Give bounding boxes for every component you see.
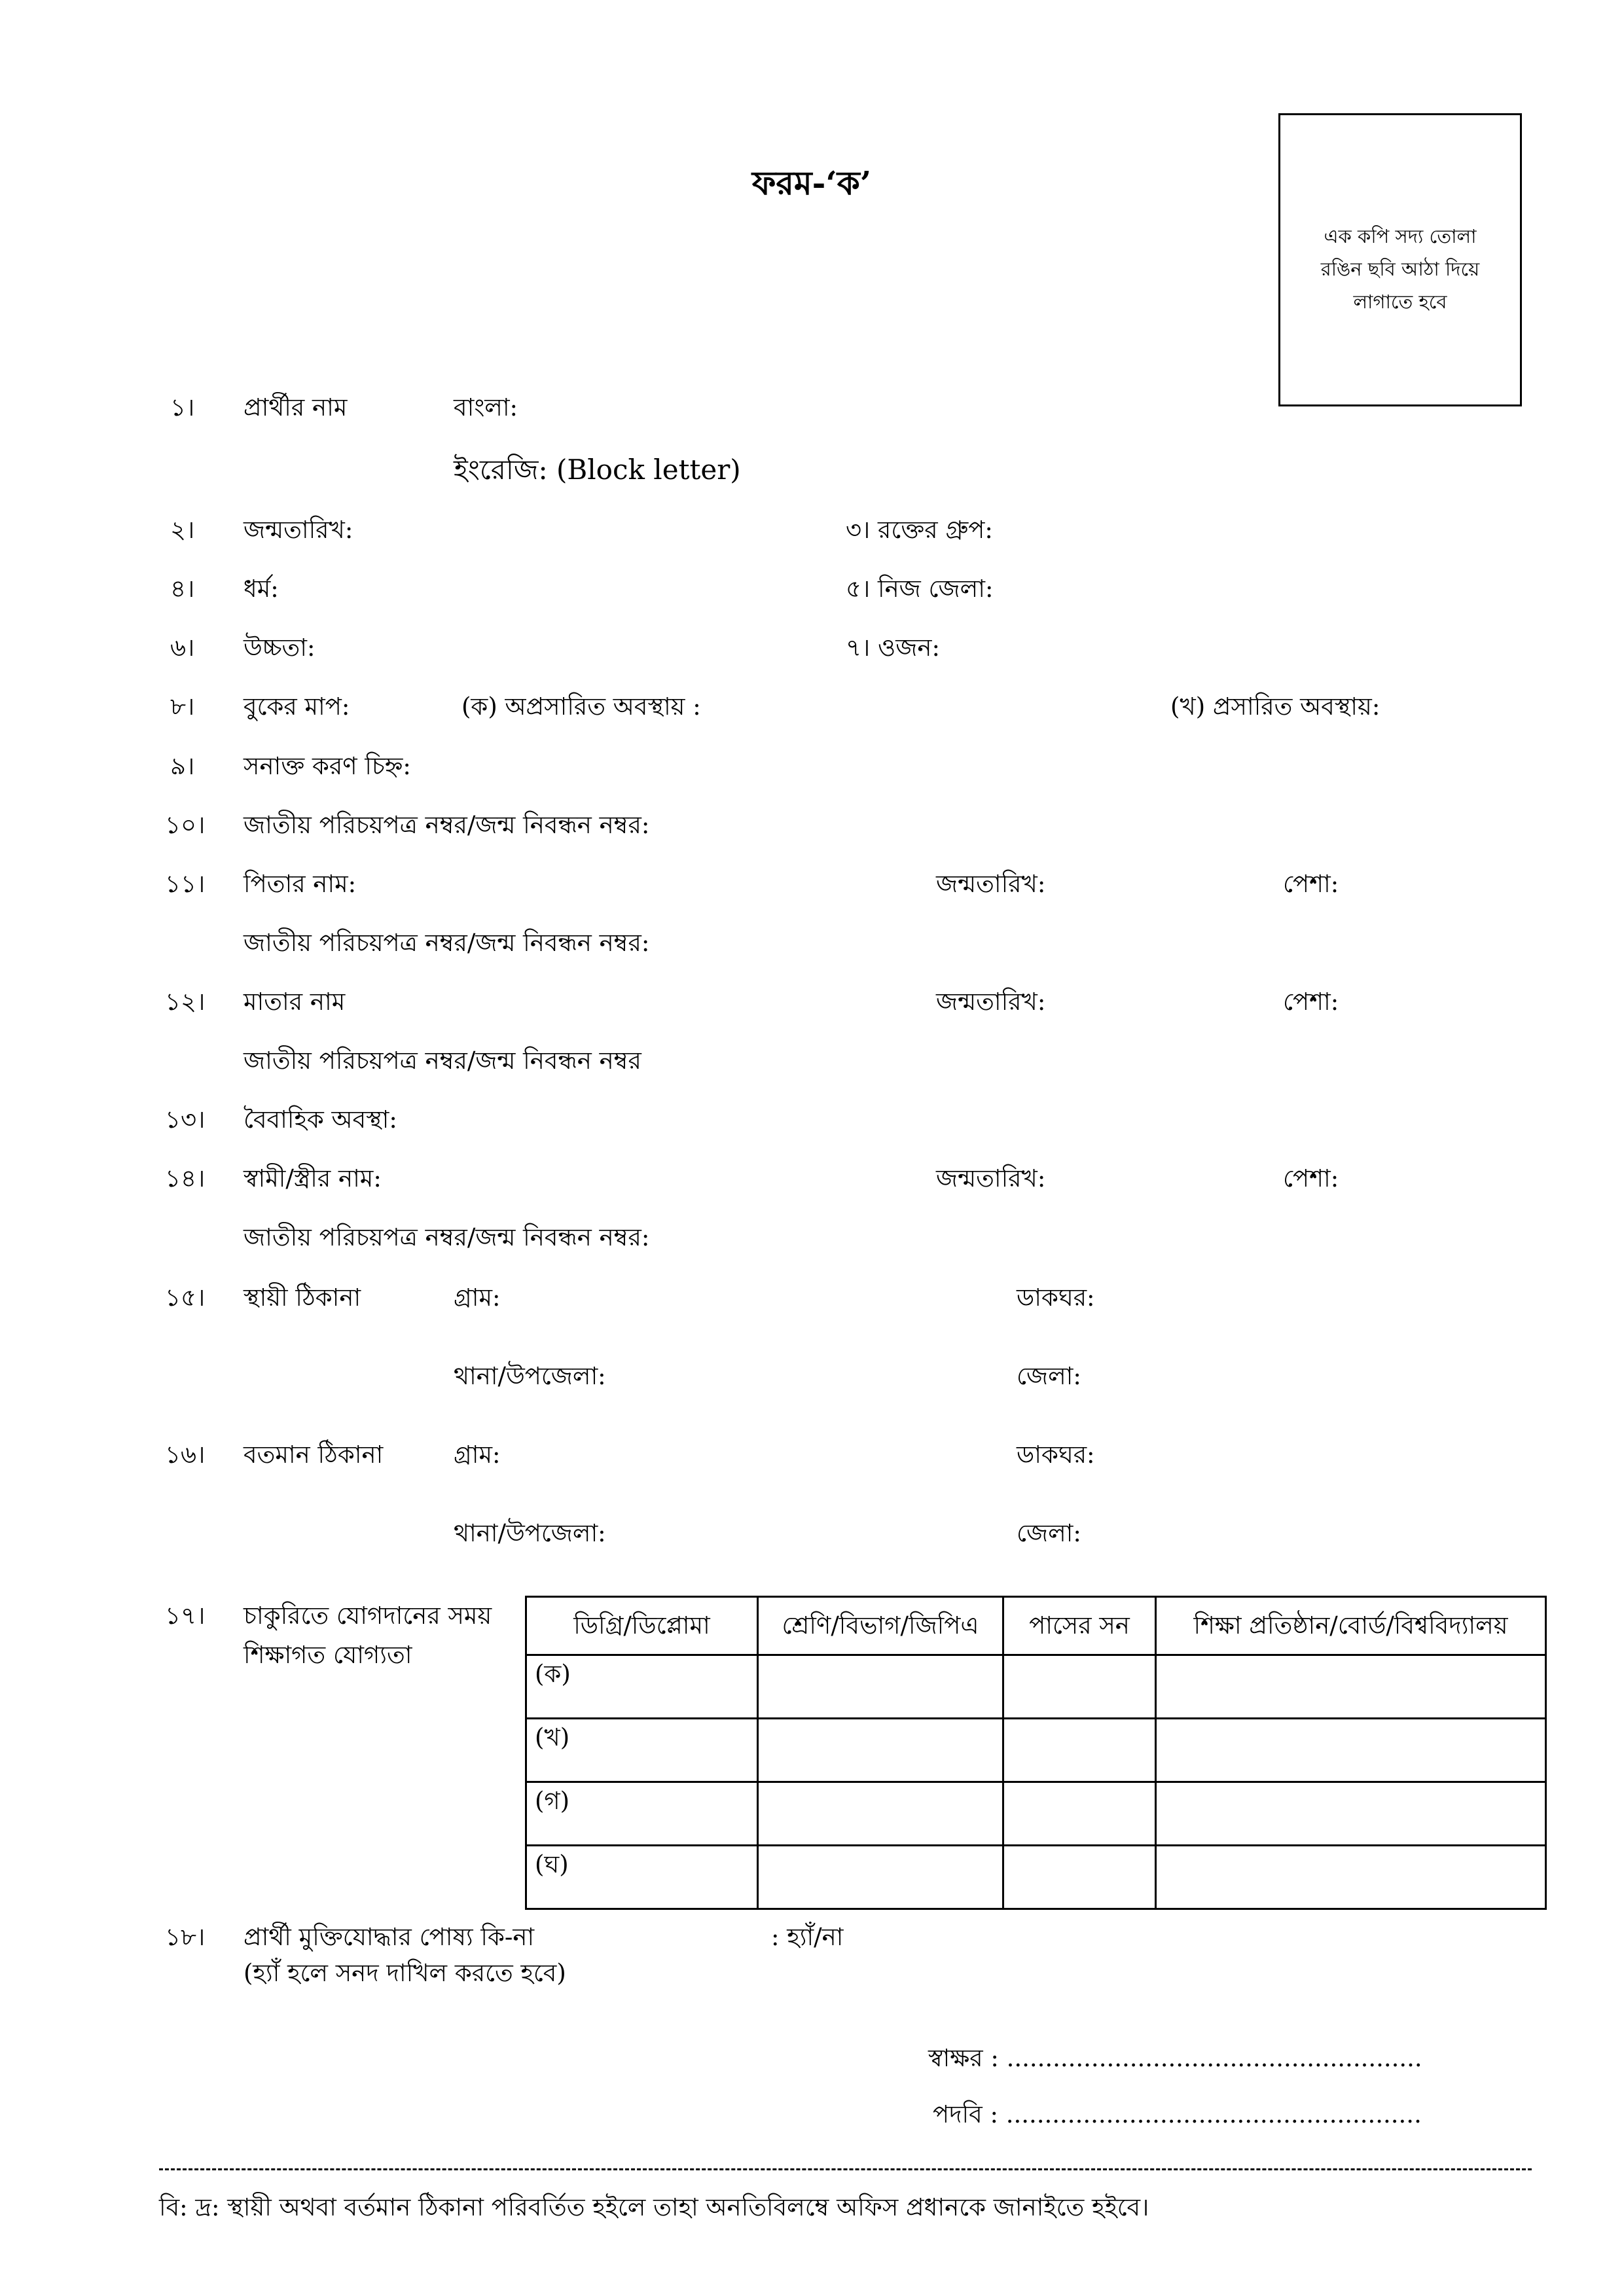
table-row xyxy=(526,1655,1546,1719)
row-number: ১৭। xyxy=(165,1602,206,1630)
spouse-name-label: স্বামী/স্ত্রীর নাম: xyxy=(244,1164,382,1193)
religion-label: ধর্ম: xyxy=(244,575,279,603)
name-english-field: ইংরেজি: (Block letter) xyxy=(454,454,741,486)
photo-instruction: এক কপি সদ্য তোলা রঙিন ছবি আঠা দিয়ে লাগাতে হবে xyxy=(1320,225,1480,313)
row-number: ২। xyxy=(170,516,195,544)
row-number: ১২। xyxy=(165,988,206,1016)
weight-label: ৭। ওজন: xyxy=(846,634,940,662)
row-number: ৬। xyxy=(170,634,195,662)
table-cell[interactable] xyxy=(758,1782,1003,1846)
father-nid-label: জাতীয় পরিচয়পত্র নম্বর/জন্ম নিবন্ধন নম্বর: xyxy=(244,929,650,957)
mother-occupation-label: পেশা: xyxy=(1283,988,1339,1016)
header-degree: ডিগ্রি/ডিপ্লোমা xyxy=(526,1597,758,1655)
table-cell[interactable] xyxy=(758,1655,1003,1719)
row-number: ১। xyxy=(170,393,195,422)
spouse-occupation-label: পেশা: xyxy=(1283,1164,1339,1193)
row-number: ১৪। xyxy=(165,1164,206,1193)
permanent-village-label: গ্রাম: xyxy=(454,1283,501,1312)
table-cell[interactable] xyxy=(1156,1719,1546,1782)
spouse-dob-label: জন্মতারিখ: xyxy=(936,1164,1046,1193)
present-district-label: জেলা: xyxy=(1017,1519,1081,1547)
table-row xyxy=(526,1782,1546,1846)
table-cell[interactable] xyxy=(1003,1719,1156,1782)
row-number: ৪। xyxy=(170,575,195,603)
table-cell[interactable] xyxy=(1003,1846,1156,1909)
dob-label: জন্মতারিখ: xyxy=(244,516,353,544)
table-cell[interactable] xyxy=(1156,1655,1546,1719)
row-number: ১৬। xyxy=(165,1441,206,1469)
designation-line: পদবি : ...................................................... xyxy=(933,2100,1422,2128)
mother-nid-label: জাতীয় পরিচয়পত্র নম্বর/জন্ম নিবন্ধন নম্বর xyxy=(244,1047,641,1075)
table-row xyxy=(526,1846,1546,1909)
identification-mark-label: সনাক্ত করণ চিহ্ন: xyxy=(244,752,411,780)
row-number: ১১। xyxy=(165,870,206,898)
present-village-label: গ্রাম: xyxy=(454,1441,501,1469)
education-table xyxy=(525,1596,1547,1910)
marital-status-label: বৈবাহিক অবস্থা: xyxy=(244,1105,397,1134)
footnote: বি: দ্র: স্থায়ী অথবা বর্তমান ঠিকানা পরিবর্তিত হইলে তাহা অনতিবিলম্বে অফিস প্রধানকে জানাইতে হইবে। xyxy=(159,2193,1149,2221)
table-cell[interactable] xyxy=(1003,1655,1156,1719)
chest-unexpanded-label: (ক) অপ্রসারিত অবস্থায় : xyxy=(461,692,701,721)
present-post-office-label: ডাকঘর: xyxy=(1017,1441,1095,1469)
permanent-address-label: স্থায়ী ঠিকানা xyxy=(244,1283,361,1312)
table-row xyxy=(526,1719,1546,1782)
freedom-fighter-label: প্রার্থী মুক্তিযোদ্ধার পোষ্য কি-না xyxy=(244,1923,535,1951)
form-title: ফরম-‘ক’ xyxy=(751,164,872,202)
chest-expanded-label: (খ) প্রসারিত অবস্থায়: xyxy=(1170,692,1380,721)
mother-dob-label: জন্মতারিখ: xyxy=(936,988,1046,1016)
table-cell[interactable] xyxy=(1156,1782,1546,1846)
spouse-nid-label: জাতীয় পরিচয়পত্র নম্বর/জন্ম নিবন্ধন নম্বর: xyxy=(244,1223,650,1251)
present-thana-label: থানা/উপজেলা: xyxy=(454,1519,606,1547)
father-dob-label: জন্মতারিখ: xyxy=(936,870,1046,898)
home-district-label: ৫। নিজ জেলা: xyxy=(846,575,994,603)
blood-group-label: ৩। রক্তের গ্রুপ: xyxy=(846,516,993,544)
row-number: ৮। xyxy=(170,692,195,721)
permanent-post-office-label: ডাকঘর: xyxy=(1017,1283,1095,1312)
row-number: ৯। xyxy=(170,752,195,780)
table-header-row xyxy=(526,1597,1546,1655)
table-cell[interactable] xyxy=(1003,1782,1156,1846)
nid-label: জাতীয় পরিচয়পত্র নম্বর/জন্ম নিবন্ধন নম্বর: xyxy=(244,811,650,839)
present-address-label: বতমান ঠিকানা xyxy=(244,1441,384,1469)
header-institution: শিক্ষা প্রতিষ্ঠান/বোর্ড/বিশ্ববিদ্যালয় xyxy=(1156,1597,1546,1655)
height-label: উচ্চতা: xyxy=(244,634,316,662)
row-label: (ঘ) xyxy=(526,1846,758,1909)
permanent-thana-label: থানা/উপজেলা: xyxy=(454,1362,606,1390)
education-label-line2: শিক্ষাগত যোগ্যতা xyxy=(244,1641,412,1669)
row-label: (ক) xyxy=(526,1655,758,1719)
permanent-district-label: জেলা: xyxy=(1017,1362,1081,1390)
father-occupation-label: পেশা: xyxy=(1283,870,1339,898)
mother-name-label: মাতার নাম xyxy=(244,988,346,1016)
chest-size-label: বুকের মাপ: xyxy=(244,692,350,721)
signature-line: স্বাক্ষর : ...................................................... xyxy=(928,2044,1422,2072)
header-passing-year: পাসের সন xyxy=(1003,1597,1156,1655)
row-number: ১০। xyxy=(165,811,206,839)
education-label-line1: চাকুরিতে যোগদানের সময় xyxy=(244,1602,492,1630)
row-label: (খ) xyxy=(526,1719,758,1782)
candidate-name-label: প্রার্থীর নাম xyxy=(244,393,348,422)
cut-line-divider xyxy=(159,2168,1532,2170)
row-label: (গ) xyxy=(526,1782,758,1846)
table-cell[interactable] xyxy=(758,1846,1003,1909)
freedom-fighter-answer: : হ্যাঁ/না xyxy=(771,1923,844,1951)
father-name-label: পিতার নাম: xyxy=(244,870,357,898)
name-bangla-field: বাংলা: xyxy=(454,393,518,422)
table-cell[interactable] xyxy=(758,1719,1003,1782)
header-division: শ্রেণি/বিভাগ/জিপিএ xyxy=(758,1597,1003,1655)
row-number: ১৫। xyxy=(165,1283,206,1312)
photo-box xyxy=(1278,113,1522,406)
row-number: ১৮। xyxy=(165,1923,206,1951)
freedom-fighter-note: (হ্যাঁ হলে সনদ দাখিল করতে হবে) xyxy=(244,1959,566,1987)
table-cell[interactable] xyxy=(1156,1846,1546,1909)
row-number: ১৩। xyxy=(165,1105,206,1134)
